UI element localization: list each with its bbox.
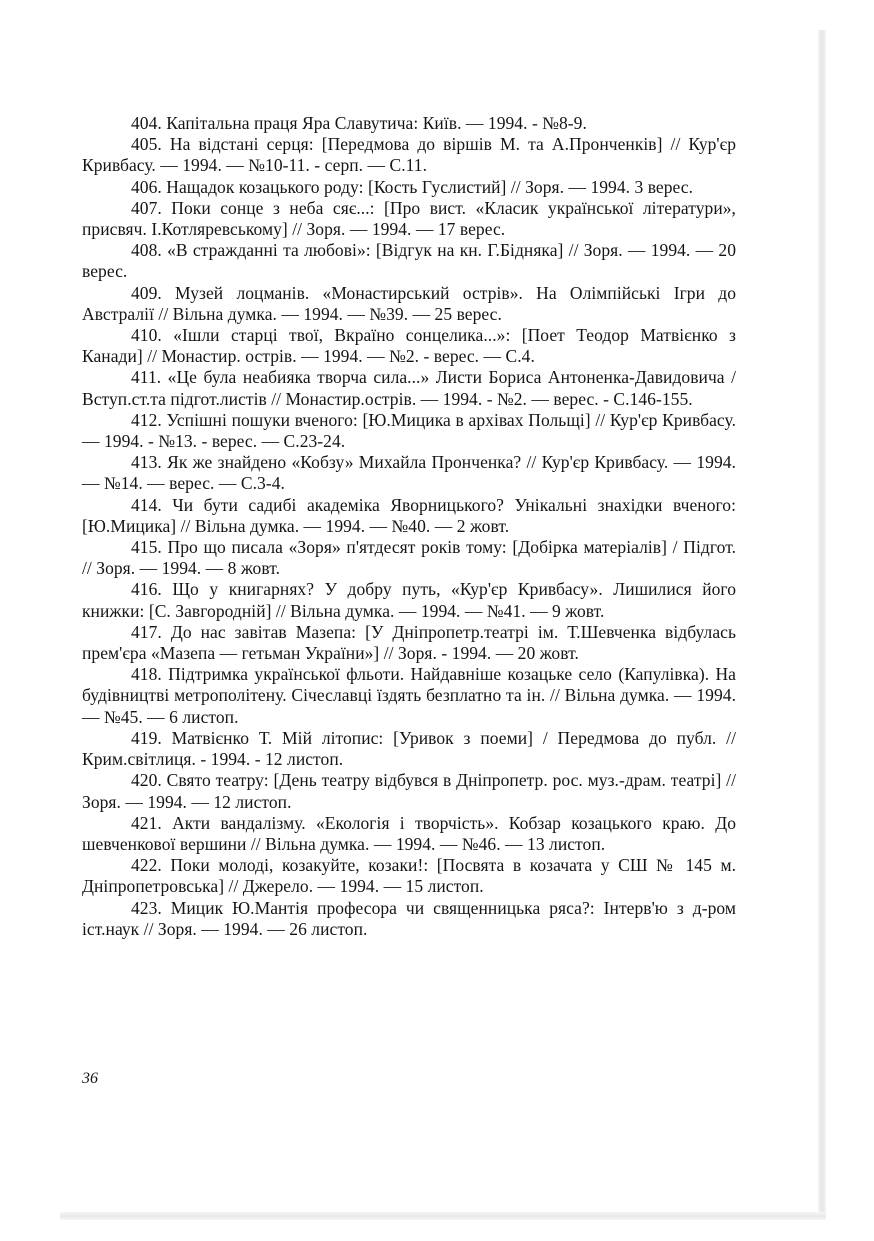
bibliography-entry: 409. Музей лоцманів. «Монастирський острів». На Олімпійські Ігри до Австралії // Вільна думка. — 1994. — №39. — 25 верес. <box>82 282 736 324</box>
bibliography-entry: 420. Свято театру: [День театру відбувся в Дніпропетр. рос. муз.-драм. театрі] // Зоря. — 1994. — 12 листоп. <box>82 770 736 812</box>
bibliography-entry: 417. До нас завітав Мазепа: [У Дніпропетр.театрі ім. Т.Шевченка відбулась прем'єра «Мазепа — гетьман України»] // Зоря. - 1994. — 20 жовт. <box>82 621 736 664</box>
page-edge-shadow-right <box>818 30 826 1220</box>
page-number: 36 <box>82 1070 98 1087</box>
bibliography-list <box>82 113 736 940</box>
bibliography-entry: 421. Акти вандалізму. «Екологія і творчість». Кобзар козацького краю. До шевченкової вершини // Вільна думка. — 1994. — №46. — 13 листоп. <box>82 812 736 854</box>
bibliography-entry: 410. «Ішли старці твої, Вкраїно сонцелика...»: [Поет Теодор Матвієнко з Канади] // Монастир. острів. — 1994. — №2. - верес. — С.4. <box>82 325 736 367</box>
bibliography-entry: 411. «Це була неабияка творча сила...» Листи Бориса Антоненка-Давидовича / Вступ.ст.та підгот.листів // Монастир.острів. — 1994. - №2. — верес. - С.146-155. <box>82 367 736 409</box>
page-edge-shadow-bottom <box>60 1212 826 1220</box>
bibliography-entry: 405. На відстані серця: [Передмова до віршів М. та А.Пронченків] // Кур'єр Кривбасу. — 1994. — №10-11. - серп. — С.11. <box>82 134 736 176</box>
bibliography-entry: 412. Успішні пошуки вченого: [Ю.Мицика в архівах Польщі] // Кур'єр Кривбасу. — 1994. - №13. - верес. — С.23-24. <box>82 409 736 452</box>
bibliography-entry: 422. Поки молоді, козакуйте, козаки!: [Посвята в козачата у СШ № 145 м. Дніпропетровська] // Джерело. — 1994. — 15 листоп. <box>82 855 736 897</box>
bibliography-entry: 407. Поки сонце з неба сяє...: [Про вист. «Класик української літератури», присвяч. І.Котляревському] // Зоря. — 1994. — 17 верес. <box>82 197 736 240</box>
bibliography-entry: 406. Нащадок козацького роду: [Кость Гуслистий] // Зоря. — 1994. 3 верес. <box>131 176 694 197</box>
bibliography-entry: 408. «В стражданні та любові»: [Відгук на кн. Г.Бідняка] // Зоря. — 1994. — 20 верес. <box>82 240 736 282</box>
bibliography-entry: 418. Підтримка української фльоти. Найдавніше козацьке село (Капулівка). На будівництві метрополітену. Січеславці їздять безплатно та ін. // Вільна думка. — 1994. — №45. — 6 листоп. <box>82 664 736 727</box>
bibliography-entry: 413. Як же знайдено «Кобзу» Михайла Пронченка? // Кур'єр Кривбасу. — 1994. — №14. — верес. — С.3-4. <box>82 452 736 494</box>
bibliography-entry: 404. Капітальна праця Яра Славутича: Київ. — 1994. - №8-9. <box>131 113 587 133</box>
bibliography-entry: 416. Що у книгарнях? У добру путь, «Кур'єр Кривбасу». Лишилися його книжки: [С. Завгородній] // Вільна думка. — 1994. — №41. — 9 жовт. <box>82 579 736 621</box>
bibliography-entry: 423. Мицик Ю.Мантія професора чи священницька ряса?: Інтерв'ю з д-ром іст.наук // Зоря. — 1994. — 26 листоп. <box>82 897 736 939</box>
bibliography-entry: 419. Матвієнко Т. Мій літопис: [Уривок з поеми] / Передмова до публ. // Крим.світлиця. - 1994. - 12 листоп. <box>82 727 736 770</box>
bibliography-entry: 414. Чи бути садибі академіка Яворницького? Унікальні знахідки вченого: [Ю.Мицика] // Вільна думка. — 1994. — №40. — 2 жовт. <box>82 494 736 536</box>
bibliography-entry: 415. Про що писала «Зоря» п'ятдесят років тому: [Добірка матеріалів] / Підгот. // Зоря. — 1994. — 8 жовт. <box>82 537 736 579</box>
